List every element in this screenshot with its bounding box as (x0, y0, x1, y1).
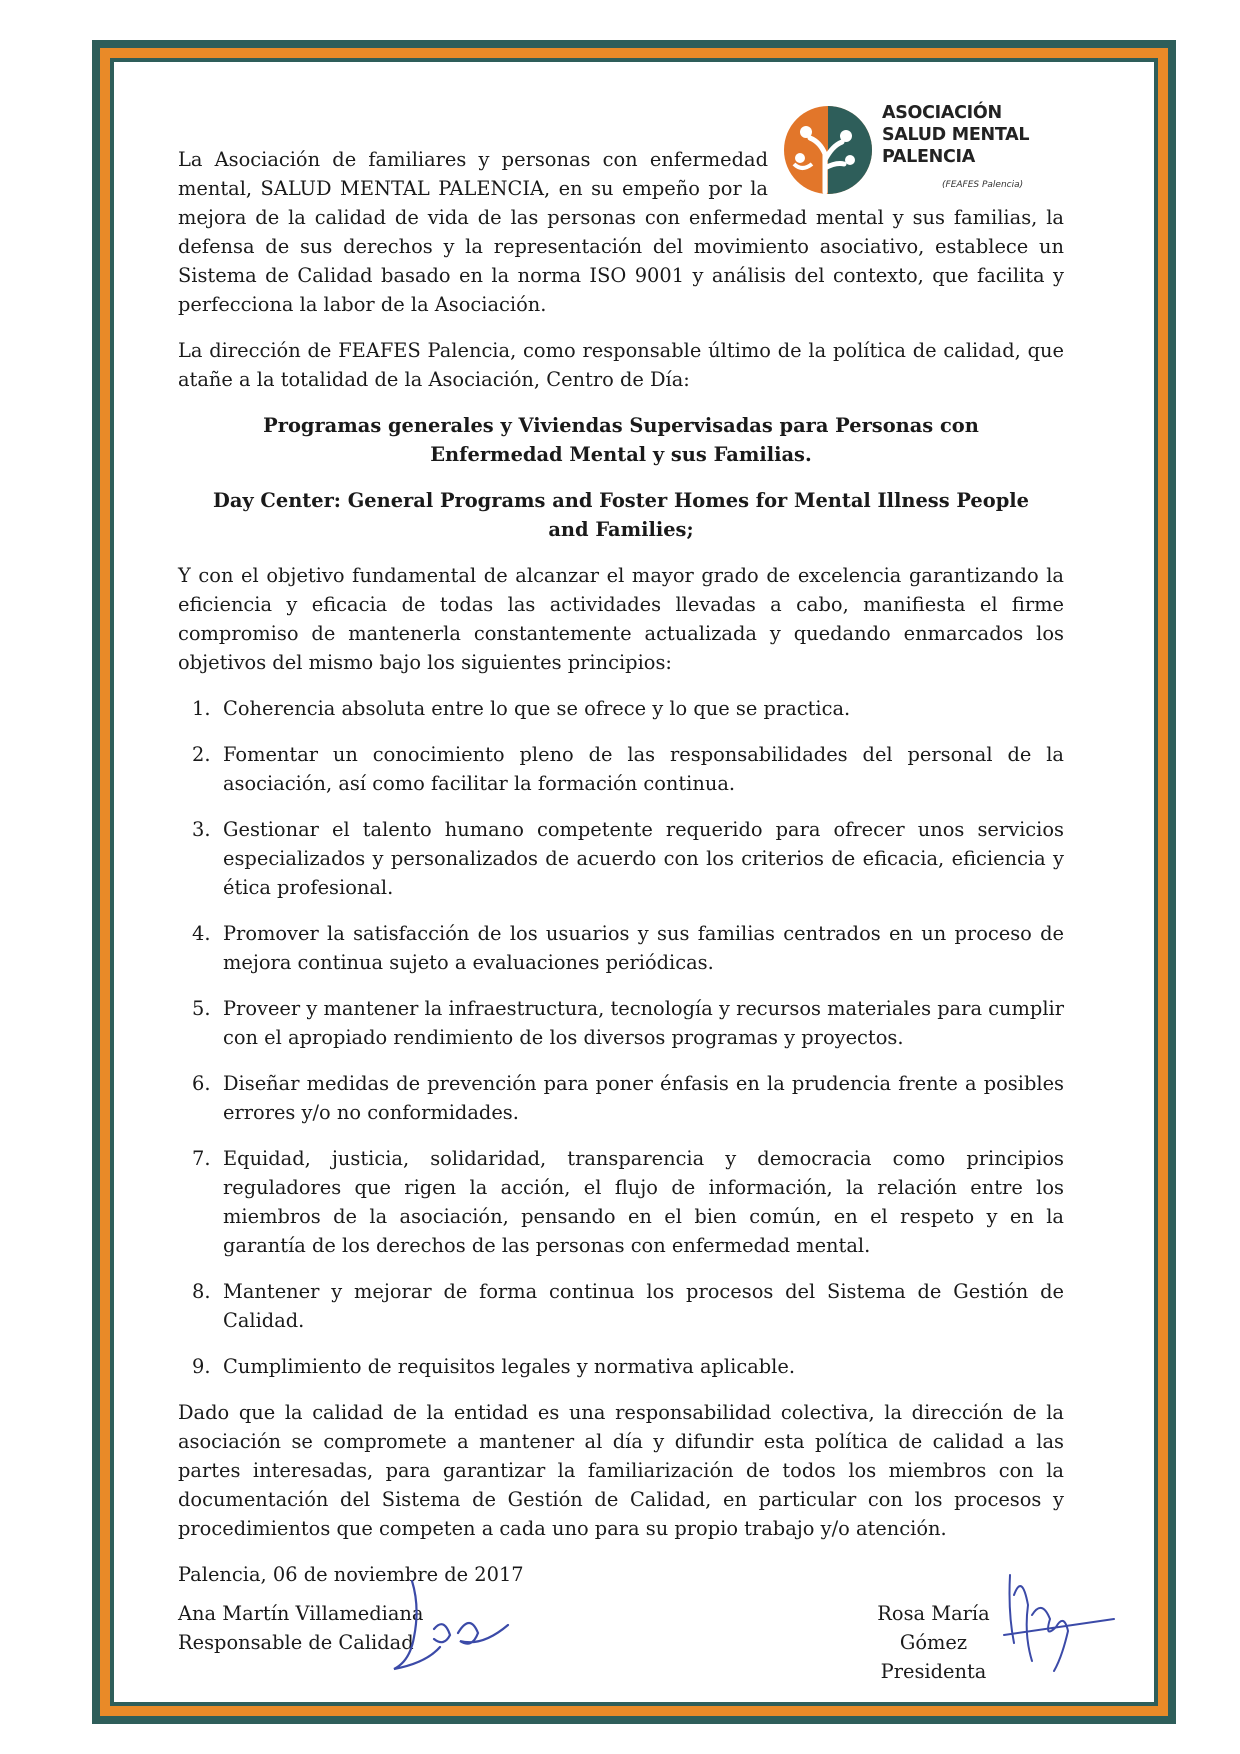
direction-paragraph: La dirección de FEAFES Palencia, como responsable último de la política de calidad, que atañe a la totalidad de la Asociación, Centro de Día: (178, 339, 1064, 391)
scope-spanish: Programas generales y Viviendas Supervisadas para Personas con Enfermedad Mental y sus Familias. (263, 414, 979, 466)
list-text: Proveer y mantener la infraestructura, tecnología y recursos materiales para cumplir con el apropiado rendimiento de los diversos programas y proyectos. (223, 997, 1064, 1049)
list-item (178, 1144, 1064, 1260)
signatory-left-role: Responsable de Calidad (178, 1631, 414, 1654)
signature-right-icon (998, 1565, 1118, 1677)
document-body (178, 103, 1064, 1683)
list-number: 7. (192, 1147, 211, 1170)
list-number: 9. (192, 1355, 211, 1378)
list-number: 6. (192, 1072, 211, 1095)
closing-paragraph: Dado que la calidad de la entidad es una responsabilidad colectiva, la dirección de la asociación se compromete a mantener al día y difundir esta política de calidad a las partes interesadas, para garantizar la familiarización de todos los miembros con la documentación del Sistema de Gestión de Calidad, en particular con los procesos y procedimientos que competen a cada uno para su propio trabajo y/o atención. (178, 1401, 1064, 1540)
document-date: Palencia, 06 de noviembre de 2017 (178, 1563, 524, 1586)
association-logo (780, 102, 1070, 190)
logo-line-3: PALENCIA (882, 147, 976, 167)
signatory-right-role: Presidenta (880, 1660, 987, 1683)
list-item (178, 815, 1064, 902)
list-text: Diseñar medidas de prevención para poner énfasis en la prudencia frente a posibles errores y/o no conformidades. (223, 1072, 1064, 1124)
list-item (178, 1277, 1064, 1335)
list-text: Cumplimiento de requisitos legales y normativa aplicable. (223, 1355, 796, 1378)
list-item (178, 994, 1064, 1052)
list-item (178, 919, 1064, 977)
list-text: Promover la satisfacción de los usuarios y sus familias centrados en un proceso de mejora continua sujeto a evaluaciones periódicas. (223, 922, 1064, 974)
signatory-left-name: Ana Martín Villamediana (178, 1602, 424, 1625)
signatory-right-name: Rosa María Gómez (877, 1602, 990, 1654)
list-text: Fomentar un conocimiento pleno de las responsabilidades del personal de la asociación, así como facilitar la formación continua. (223, 743, 1064, 795)
list-item (178, 1352, 1064, 1381)
principles-list (178, 694, 1064, 1381)
logo-line-1: ASOCIACIÓN (882, 103, 1002, 123)
list-item (178, 694, 1064, 723)
scope-english: Day Center: General Programs and Foster Homes for Mental Illness People and Families; (213, 489, 1029, 541)
list-number: 1. (192, 697, 211, 720)
list-text: Gestionar el talento humano competente requerido para ofrecer unos servicios especializados y personalizados de acuerdo con los criterios de eficacia, eficiencia y ética profesional. (223, 818, 1064, 899)
signature-block (178, 1599, 1064, 1683)
list-text: Coherencia absoluta entre lo que se ofrece y lo que se practica. (223, 697, 851, 720)
list-text: Equidad, justicia, solidaridad, transparencia y democracia como principios reguladores que rigen la acción, el flujo de información, la relación entre los miembros de la asociación, pensando en el bien común, en el respeto y en la garantía de los derechos de las personas con enfermedad mental. (223, 1147, 1064, 1257)
intro-paragraph: La Asociación de familiares y personas con enfermedad mental, SALUD MENTAL PALENCIA, en su empeño por la mejora de la calidad de vida de las personas con enfermedad mental y sus familias, la defensa de sus derechos y la representación del movimiento asociativo, establece un Sistema de Calidad basado en la norma ISO 9001 y análisis del contexto, que facilita y perfecciona la labor de la Asociación. (178, 148, 1064, 316)
signature-left-icon (374, 1577, 514, 1677)
objective-paragraph: Y con el objetivo fundamental de alcanzar el mayor grado de excelencia garantizando la eficiencia y eficacia de todas las actividades llevadas a cabo, manifiesta el firme compromiso de mantenerla constantemente actualizada y quedando enmarcados los objetivos del mismo bajo los siguientes principios: (178, 564, 1064, 674)
list-item (178, 1069, 1064, 1127)
list-number: 5. (192, 997, 211, 1020)
logo-subtitle: (FEAFES Palencia) (942, 180, 1024, 190)
list-item (178, 740, 1064, 798)
logo-emblem-icon (780, 102, 876, 198)
list-number: 3. (192, 818, 211, 841)
list-text: Mantener y mejorar de forma continua los procesos del Sistema de Gestión de Calidad. (223, 1280, 1064, 1332)
list-number: 8. (192, 1280, 211, 1303)
list-number: 4. (192, 922, 211, 945)
list-number: 2. (192, 743, 211, 766)
logo-line-2: SALUD MENTAL (882, 125, 1030, 145)
